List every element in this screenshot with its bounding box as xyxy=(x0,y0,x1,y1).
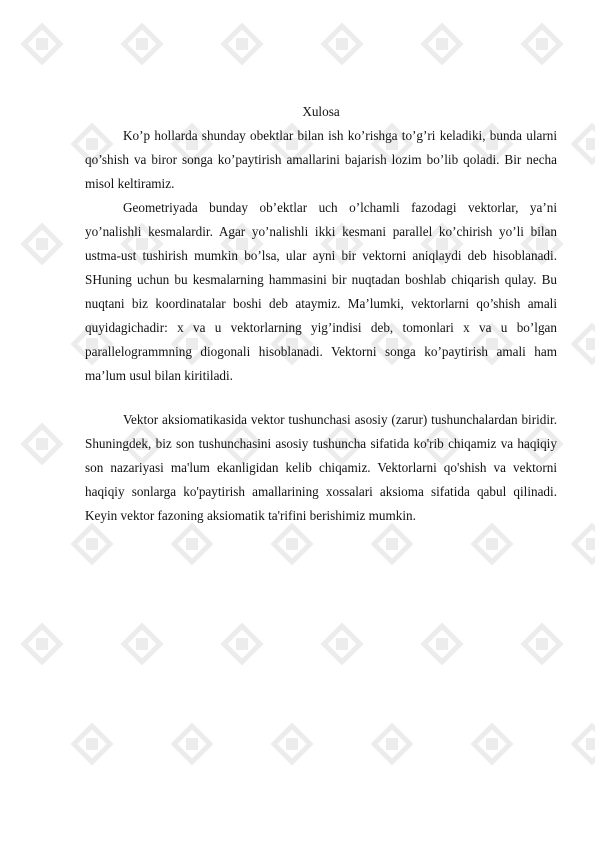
logo-watermark-icon xyxy=(68,720,116,768)
document-page xyxy=(85,100,557,528)
logo-watermark-icon xyxy=(18,620,66,668)
paragraph-1: Ko’p hollarda shunday obektlar bilan ish ko’rishga to’g’ri keladiki, bunda ularni qo’shish va biror songa ko’paytirish amallarini bajarish lozim bo’lib qoladi. Bir necha misol keltiramiz. xyxy=(85,128,557,191)
logo-watermark-icon xyxy=(368,720,416,768)
logo-watermark-icon xyxy=(518,620,566,668)
logo-watermark-icon xyxy=(318,620,366,668)
logo-watermark-icon xyxy=(268,720,316,768)
logo-watermark-icon xyxy=(218,620,266,668)
logo-watermark-icon xyxy=(468,720,516,768)
logo-watermark-icon xyxy=(218,20,266,68)
logo-watermark-icon xyxy=(518,20,566,68)
logo-watermark-icon xyxy=(18,420,66,468)
logo-watermark-icon xyxy=(568,720,595,768)
logo-watermark-icon xyxy=(18,220,66,268)
page-title: Xulosa xyxy=(302,104,340,119)
logo-watermark-icon xyxy=(418,620,466,668)
logo-watermark-icon xyxy=(118,620,166,668)
logo-watermark-icon xyxy=(568,520,595,568)
logo-watermark-icon xyxy=(568,320,595,368)
logo-watermark-icon xyxy=(18,20,66,68)
paragraph-spacer xyxy=(85,388,557,408)
paragraph-3: Vektor aksiomatikasida vektor tushunchasi asosiy (zarur) tushunchalardan biridir. Shuningdek, biz son tushunchasini asosiy tushuncha sifatida ko'rib chiqamiz va haqiqiy son nazariyasi ma'lum ekanligidan kelib chiqamiz. Vektorlarni qo'shish va vektorni haqiqiy sonlarga ko'paytirish amallarining xossalari aksioma sifatida qabul qilinadi. Keyin vektor fazoning aksiomatik ta'rifini berishimiz mumkin. xyxy=(85,412,557,523)
logo-watermark-icon xyxy=(118,20,166,68)
logo-watermark-icon xyxy=(318,20,366,68)
logo-watermark-icon xyxy=(568,120,595,168)
logo-watermark-icon xyxy=(168,720,216,768)
paragraph-2: Geometriyada bunday ob’ektlar uch o’lchamli fazodagi vektorlar, ya’ni yo’nalishli kesmalardir. Agar yo’nalishli ikki kesmani parallel ko’chirish yo’li bilan ustma-ust tushirish mumkin bo’lsa, ular ayni bir vektorni aniqlaydi deb hisoblanadi. SHuning uchun bu kesmalarning hammasini bir nuqtadan boshlab chiqarish qulay. Bu nuqtani biz koordinatalar boshi deb ataymiz. Ma’lumki, vektorlarni qo’shish amali quyidagichadir: x va u vektorlarning yig’indisi deb, tomonlari x va u bo’lgan parallelogrammning diogonali hisoblanadi. Vektorni songa ko’paytirish amali ham ma’lum usul bilan kiritiladi. xyxy=(85,200,557,383)
logo-watermark-icon xyxy=(418,20,466,68)
